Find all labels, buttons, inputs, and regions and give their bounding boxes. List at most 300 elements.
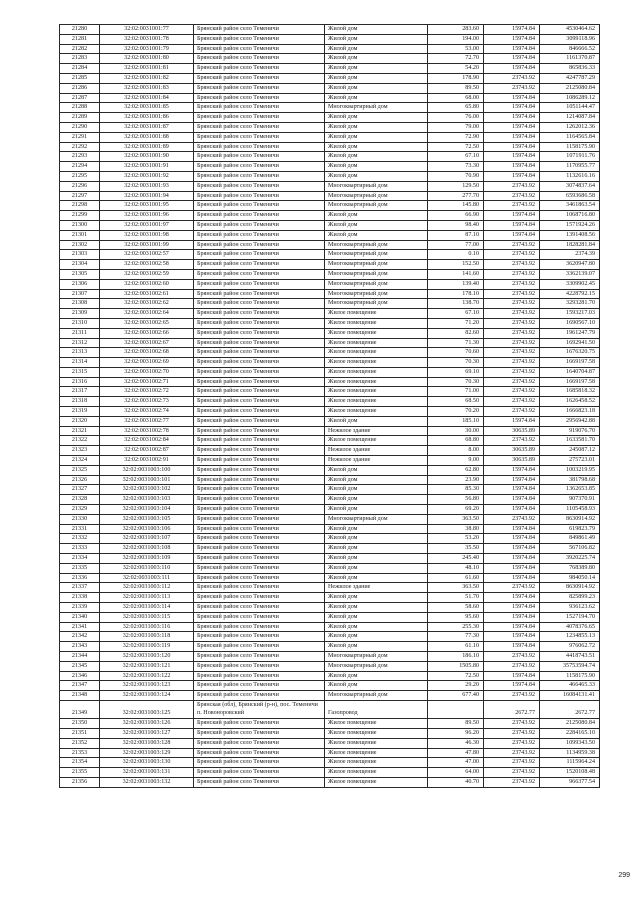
cell-cadastral-value: 4530464.62 [540, 25, 600, 35]
table-row [60, 64, 600, 74]
cell-cadastral-number: 32:02:0031003:115 [100, 612, 194, 622]
cell-address: Брянский район село Теменичи [194, 269, 325, 279]
cell-address: Брянский район село Теменичи [194, 328, 325, 338]
cell-cadastral-value: 976062.72 [540, 642, 600, 652]
cell-row-number: 21288 [60, 103, 100, 113]
cell-cadastral-number: 32:02:0031001:87 [100, 122, 194, 132]
cell-row-number: 21289 [60, 113, 100, 123]
cell-specific-value: 23743.92 [484, 728, 540, 738]
cell-cadastral-number: 32:02:0031003:125 [100, 700, 194, 718]
cell-object-type: Многоквартирный дом [325, 299, 428, 309]
cell-area: 245.40 [428, 554, 484, 564]
cell-area: 178.10 [428, 289, 484, 299]
cell-object-type: Жилой дом [325, 162, 428, 172]
cell-address: Брянский район село Теменичи [194, 162, 325, 172]
cell-specific-value: 15974.84 [484, 211, 540, 221]
cell-cadastral-value: 1105458.93 [540, 505, 600, 515]
cell-address: Брянский район село Теменичи [194, 748, 325, 758]
cell-area: 89.50 [428, 83, 484, 93]
cell-specific-value: 15974.84 [484, 593, 540, 603]
cell-object-type: Жилой дом [325, 220, 428, 230]
cell-specific-value: 23743.92 [484, 269, 540, 279]
cell-specific-value: 15974.84 [484, 113, 540, 123]
cell-object-type: Жилое помещение [325, 358, 428, 368]
cell-cadastral-number: 32:02:0031001:90 [100, 152, 194, 162]
cell-cadastral-number: 32:02:0031003:132 [100, 777, 194, 787]
cell-area: 0.10 [428, 250, 484, 260]
cell-specific-value: 15974.84 [484, 622, 540, 632]
cell-row-number: 21348 [60, 691, 100, 701]
cell-area: 68.50 [428, 397, 484, 407]
cell-specific-value: 23743.92 [484, 83, 540, 93]
cell-object-type: Жилой дом [325, 642, 428, 652]
cell-row-number: 21315 [60, 367, 100, 377]
cell-cadastral-number: 32:02:0031001:96 [100, 211, 194, 221]
cell-address: Брянский район село Теменичи [194, 544, 325, 554]
cell-address: Брянская (обл), Брянский (р-н), пос. Теменичи п. Новоноровский [194, 700, 325, 718]
cell-cadastral-value: 1071911.76 [540, 152, 600, 162]
cell-address: Брянский район село Теменичи [194, 377, 325, 387]
cell-address: Брянский район село Теменичи [194, 171, 325, 181]
table-row [60, 152, 600, 162]
cell-object-type: Жилой дом [325, 152, 428, 162]
cell-object-type: Многоквартирный дом [325, 191, 428, 201]
cell-object-type: Жилой дом [325, 475, 428, 485]
cell-area: 79.00 [428, 122, 484, 132]
cell-row-number: 21321 [60, 426, 100, 436]
cell-address: Брянский район село Теменичи [194, 563, 325, 573]
cell-object-type: Жилой дом [325, 554, 428, 564]
cell-address: Брянский район село Теменичи [194, 671, 325, 681]
table-row [60, 446, 600, 456]
cell-area: 72.70 [428, 54, 484, 64]
cell-cadastral-value: 1134959.38 [540, 748, 600, 758]
cell-area: 71.00 [428, 387, 484, 397]
cell-address: Брянский район село Теменичи [194, 34, 325, 44]
cell-row-number: 21282 [60, 44, 100, 54]
cell-specific-value: 15974.84 [484, 230, 540, 240]
cell-address: Брянский район село Теменичи [194, 524, 325, 534]
table-row [60, 54, 600, 64]
cell-specific-value: 23743.92 [484, 289, 540, 299]
cell-cadastral-number: 32:02:0031003:110 [100, 563, 194, 573]
cell-row-number: 21339 [60, 603, 100, 613]
cell-address: Брянский район село Теменичи [194, 554, 325, 564]
cell-specific-value: 23743.92 [484, 436, 540, 446]
cell-row-number: 21298 [60, 201, 100, 211]
cell-object-type: Многоквартирный дом [325, 201, 428, 211]
cell-object-type: Многоквартирный дом [325, 661, 428, 671]
cell-object-type: Жилой дом [325, 563, 428, 573]
cell-area: 138.70 [428, 299, 484, 309]
cell-address: Брянский район село Теменичи [194, 738, 325, 748]
cell-cadastral-number: 32:02:0031003:126 [100, 719, 194, 729]
cell-object-type: Жилое помещение [325, 318, 428, 328]
cell-cadastral-number: 32:02:0031002:84 [100, 436, 194, 446]
cell-cadastral-number: 32:02:0031003:122 [100, 671, 194, 681]
cell-area: 9.00 [428, 456, 484, 466]
cell-specific-value: 15974.84 [484, 475, 540, 485]
register-sheet [59, 24, 599, 788]
cell-row-number: 21281 [60, 34, 100, 44]
cell-cadastral-value: 6593686.58 [540, 191, 600, 201]
cell-area: 40.70 [428, 777, 484, 787]
cell-row-number: 21284 [60, 64, 100, 74]
cell-cadastral-value: 16084131.41 [540, 691, 600, 701]
table-row [60, 603, 600, 613]
cell-cadastral-value: 1690567.10 [540, 318, 600, 328]
cell-address: Брянский район село Теменичи [194, 456, 325, 466]
cell-address: Брянский район село Теменичи [194, 534, 325, 544]
table-row [60, 652, 600, 662]
cell-cadastral-value: 1099343.50 [540, 738, 600, 748]
cell-row-number: 21297 [60, 191, 100, 201]
cell-cadastral-number: 32:02:0031001:98 [100, 230, 194, 240]
cell-area: 70.20 [428, 407, 484, 417]
cell-area: 70.60 [428, 348, 484, 358]
cell-row-number: 21303 [60, 250, 100, 260]
cell-cadastral-number: 32:02:0031002:73 [100, 397, 194, 407]
cell-object-type: Многоквартирный дом [325, 279, 428, 289]
cell-cadastral-number: 32:02:0031001:77 [100, 25, 194, 35]
cell-specific-value: 15974.84 [484, 603, 540, 613]
cell-cadastral-number: 32:02:0031001:79 [100, 44, 194, 54]
cell-row-number: 21296 [60, 181, 100, 191]
table-row [60, 93, 600, 103]
cell-specific-value: 15974.84 [484, 34, 540, 44]
cell-cadastral-value: 4418743.51 [540, 652, 600, 662]
table-row [60, 407, 600, 417]
cell-specific-value: 23743.92 [484, 514, 540, 524]
cell-object-type: Жилой дом [325, 534, 428, 544]
cell-specific-value: 15974.84 [484, 495, 540, 505]
cell-area: 56.80 [428, 495, 484, 505]
cell-cadastral-value: 2956942.88 [540, 416, 600, 426]
cell-cadastral-number: 32:02:0031002:70 [100, 367, 194, 377]
cell-address: Брянский район село Теменичи [194, 652, 325, 662]
cell-cadastral-value: 919076.70 [540, 426, 600, 436]
cell-cadastral-number: 32:02:0031003:105 [100, 514, 194, 524]
cell-address: Брянский район село Теменичи [194, 358, 325, 368]
cell-specific-value: 15974.84 [484, 534, 540, 544]
cell-specific-value: 15974.84 [484, 142, 540, 152]
cell-cadastral-number: 32:02:0031002:91 [100, 456, 194, 466]
cell-row-number: 21355 [60, 768, 100, 778]
cell-address: Брянский район село Теменичи [194, 612, 325, 622]
table-row [60, 436, 600, 446]
cell-object-type: Жилое помещение [325, 758, 428, 768]
cell-object-type: Жилой дом [325, 230, 428, 240]
cell-specific-value: 15974.84 [484, 563, 540, 573]
cell-cadastral-number: 32:02:0031001:86 [100, 113, 194, 123]
cell-area: 69.10 [428, 367, 484, 377]
cell-object-type: Жилой дом [325, 505, 428, 515]
cell-cadastral-number: 32:02:0031002:68 [100, 348, 194, 358]
cell-cadastral-number: 32:02:0031003:127 [100, 728, 194, 738]
cell-object-type: Многоквартирный дом [325, 269, 428, 279]
cell-row-number: 21280 [60, 25, 100, 35]
table-row [60, 191, 600, 201]
cell-cadastral-value: 1669197.58 [540, 377, 600, 387]
table-row [60, 201, 600, 211]
cell-cadastral-number: 32:02:0031002:59 [100, 269, 194, 279]
cell-cadastral-number: 32:02:0031001:78 [100, 34, 194, 44]
table-row [60, 465, 600, 475]
cell-cadastral-value: 1626458.52 [540, 397, 600, 407]
cell-cadastral-number: 32:02:0031003:124 [100, 691, 194, 701]
cell-address: Брянский район село Теменичи [194, 758, 325, 768]
cell-area: 8.00 [428, 446, 484, 456]
cell-address: Брянский район село Теменичи [194, 485, 325, 495]
table-row [60, 318, 600, 328]
cell-cadastral-value: 1086289.12 [540, 93, 600, 103]
table-row [60, 563, 600, 573]
cell-cadastral-value: 381798.68 [540, 475, 600, 485]
cell-object-type: Жилой дом [325, 93, 428, 103]
table-row [60, 181, 600, 191]
cell-address: Брянский район село Теменичи [194, 642, 325, 652]
cell-object-type: Жилой дом [325, 612, 428, 622]
cell-specific-value: 15974.84 [484, 93, 540, 103]
cell-object-type: Жилой дом [325, 113, 428, 123]
cell-row-number: 21285 [60, 73, 100, 83]
cell-cadastral-value: 2125080.84 [540, 83, 600, 93]
cell-row-number: 21324 [60, 456, 100, 466]
cell-object-type: Жилой дом [325, 485, 428, 495]
cell-row-number: 21311 [60, 328, 100, 338]
cell-row-number: 21329 [60, 505, 100, 515]
cell-cadastral-value: 2672.77 [540, 700, 600, 718]
cell-address: Брянский район село Теменичи [194, 181, 325, 191]
cell-specific-value: 15974.84 [484, 505, 540, 515]
cell-area: 68.00 [428, 93, 484, 103]
cell-address: Брянский район село Теменичи [194, 122, 325, 132]
cell-row-number: 21342 [60, 632, 100, 642]
cell-cadastral-number: 32:02:0031003:112 [100, 583, 194, 593]
cell-row-number: 21294 [60, 162, 100, 172]
cell-object-type: Многоквартирный дом [325, 514, 428, 524]
cell-specific-value: 15974.84 [484, 44, 540, 54]
cell-row-number: 21337 [60, 583, 100, 593]
table-row [60, 700, 600, 718]
cell-address: Брянский район село Теменичи [194, 573, 325, 583]
cell-object-type: Жилой дом [325, 593, 428, 603]
cell-area: 89.50 [428, 719, 484, 729]
cell-cadastral-number: 32:02:0031002:78 [100, 426, 194, 436]
cell-cadastral-number: 32:02:0031003:111 [100, 573, 194, 583]
cell-area: 141.60 [428, 269, 484, 279]
cell-address: Брянский район село Теменичи [194, 768, 325, 778]
table-row [60, 338, 600, 348]
cell-specific-value: 23743.92 [484, 358, 540, 368]
cell-object-type: Жилой дом [325, 211, 428, 221]
cell-cadastral-number: 32:02:0031002:64 [100, 309, 194, 319]
cell-row-number: 21301 [60, 230, 100, 240]
cell-specific-value: 23743.92 [484, 387, 540, 397]
cell-area: 1505.80 [428, 661, 484, 671]
cell-area: 77.30 [428, 632, 484, 642]
cell-area: 51.70 [428, 593, 484, 603]
cell-area: 48.10 [428, 563, 484, 573]
cell-object-type: Многоквартирный дом [325, 260, 428, 270]
cell-area: 46.30 [428, 738, 484, 748]
cell-object-type: Жилое помещение [325, 748, 428, 758]
cell-cadastral-value: 1961247.79 [540, 328, 600, 338]
cell-specific-value: 23743.92 [484, 348, 540, 358]
table-row [60, 691, 600, 701]
cell-row-number: 21317 [60, 387, 100, 397]
cell-object-type: Жилое помещение [325, 348, 428, 358]
cell-area: 30.00 [428, 426, 484, 436]
cell-address: Брянский район село Теменичи [194, 603, 325, 613]
cell-object-type: Многоквартирный дом [325, 103, 428, 113]
cell-address: Брянский район село Теменичи [194, 64, 325, 74]
cell-cadastral-number: 32:02:0031003:100 [100, 465, 194, 475]
cell-cadastral-value: 825899.23 [540, 593, 600, 603]
cell-object-type: Жилой дом [325, 416, 428, 426]
table-row [60, 162, 600, 172]
cell-specific-value: 15974.84 [484, 162, 540, 172]
cell-cadastral-number: 32:02:0031002:62 [100, 299, 194, 309]
cell-cadastral-value: 2125080.84 [540, 719, 600, 729]
cell-row-number: 21345 [60, 661, 100, 671]
cell-cadastral-number: 32:02:0031002:67 [100, 338, 194, 348]
cell-cadastral-number: 32:02:0031003:123 [100, 681, 194, 691]
cell-cadastral-value: 3362139.07 [540, 269, 600, 279]
cell-specific-value: 15974.84 [484, 25, 540, 35]
cell-cadastral-value: 865836.33 [540, 64, 600, 74]
cell-address: Брянский район село Теменичи [194, 407, 325, 417]
cell-area: 71.20 [428, 318, 484, 328]
cell-row-number: 21300 [60, 220, 100, 230]
cell-object-type: Нежилое здание [325, 583, 428, 593]
cell-object-type: Жилой дом [325, 44, 428, 54]
cell-cadastral-value: 1164565.84 [540, 132, 600, 142]
cell-cadastral-number: 32:02:0031003:118 [100, 632, 194, 642]
cell-cadastral-value: 3074837.64 [540, 181, 600, 191]
table-row [60, 514, 600, 524]
cell-object-type: Жилой дом [325, 465, 428, 475]
cell-address: Брянский район село Теменичи [194, 309, 325, 319]
cell-row-number: 21319 [60, 407, 100, 417]
table-row [60, 260, 600, 270]
cell-row-number: 21346 [60, 671, 100, 681]
cell-row-number: 21327 [60, 485, 100, 495]
cell-object-type: Жилое помещение [325, 367, 428, 377]
cell-row-number: 21295 [60, 171, 100, 181]
cell-cadastral-value: 1527194.70 [540, 612, 600, 622]
cell-specific-value: 15974.84 [484, 171, 540, 181]
table-row [60, 593, 600, 603]
cell-object-type: Нежилое здание [325, 426, 428, 436]
cell-object-type: Жилое помещение [325, 719, 428, 729]
cell-cadastral-value: 1161370.87 [540, 54, 600, 64]
cell-cadastral-number: 32:02:0031001:85 [100, 103, 194, 113]
cell-area: 283.60 [428, 25, 484, 35]
cell-address: Брянский район село Теменичи [194, 426, 325, 436]
cell-cadastral-number: 32:02:0031002:69 [100, 358, 194, 368]
cell-specific-value: 15974.84 [484, 132, 540, 142]
cell-cadastral-value: 8630914.92 [540, 583, 600, 593]
cell-area: 87.10 [428, 230, 484, 240]
cell-row-number: 21313 [60, 348, 100, 358]
table-row [60, 416, 600, 426]
table-row [60, 495, 600, 505]
table-row [60, 642, 600, 652]
cell-row-number: 21354 [60, 758, 100, 768]
cell-cadastral-number: 32:02:0031001:81 [100, 64, 194, 74]
cell-object-type: Жилое помещение [325, 309, 428, 319]
cell-specific-value: 23743.92 [484, 260, 540, 270]
cell-cadastral-number: 32:02:0031001:95 [100, 201, 194, 211]
cell-specific-value: 23743.92 [484, 583, 540, 593]
cell-row-number: 21291 [60, 132, 100, 142]
cell-specific-value: 23743.92 [484, 377, 540, 387]
cell-cadastral-number: 32:02:0031001:99 [100, 240, 194, 250]
cell-cadastral-value: 846666.52 [540, 44, 600, 54]
cell-address: Брянский район село Теменичи [194, 728, 325, 738]
cell-address: Брянский район село Теменичи [194, 338, 325, 348]
table-row [60, 397, 600, 407]
cell-cadastral-value: 3461863.54 [540, 201, 600, 211]
cell-cadastral-value: 1051144.47 [540, 103, 600, 113]
table-row [60, 73, 600, 83]
cell-row-number: 21308 [60, 299, 100, 309]
table-row [60, 230, 600, 240]
table-row [60, 44, 600, 54]
cell-row-number: 21332 [60, 534, 100, 544]
cell-area: 54.20 [428, 64, 484, 74]
cell-specific-value: 15974.84 [484, 220, 540, 230]
table-row [60, 171, 600, 181]
cell-row-number: 21341 [60, 622, 100, 632]
cell-row-number: 21292 [60, 142, 100, 152]
cell-area: 76.00 [428, 113, 484, 123]
cell-row-number: 21340 [60, 612, 100, 622]
cell-cadastral-value: 768389.80 [540, 563, 600, 573]
cell-specific-value: 23743.92 [484, 407, 540, 417]
cell-cadastral-value: 1593217.03 [540, 309, 600, 319]
cell-cadastral-number: 32:02:0031003:101 [100, 475, 194, 485]
cell-row-number: 21312 [60, 338, 100, 348]
cell-specific-value: 23743.92 [484, 738, 540, 748]
cadastral-value-table [59, 24, 600, 788]
cell-object-type: Жилое помещение [325, 768, 428, 778]
cell-cadastral-value: 1234855.13 [540, 632, 600, 642]
cell-specific-value: 15974.84 [484, 632, 540, 642]
cell-object-type: Жилой дом [325, 73, 428, 83]
cell-specific-value: 23743.92 [484, 397, 540, 407]
cell-cadastral-number: 32:02:0031002:74 [100, 407, 194, 417]
cell-address: Брянский район село Теменичи [194, 367, 325, 377]
cell-row-number: 21352 [60, 738, 100, 748]
cell-address: Брянский район село Теменичи [194, 505, 325, 515]
cell-cadastral-number: 32:02:0031002:60 [100, 279, 194, 289]
cell-area: 72.50 [428, 671, 484, 681]
cell-object-type: Многоквартирный дом [325, 250, 428, 260]
cell-cadastral-value: 1170955.77 [540, 162, 600, 172]
cell-area: 186.10 [428, 652, 484, 662]
cell-area: 255.30 [428, 622, 484, 632]
cell-specific-value: 23743.92 [484, 691, 540, 701]
cell-object-type: Жилой дом [325, 603, 428, 613]
cell-row-number: 21331 [60, 524, 100, 534]
cell-object-type: Жилой дом [325, 671, 428, 681]
cell-address: Брянский район село Теменичи [194, 681, 325, 691]
cell-object-type: Жилой дом [325, 132, 428, 142]
cell-cadastral-value: 619823.79 [540, 524, 600, 534]
cell-specific-value: 30635.89 [484, 456, 540, 466]
